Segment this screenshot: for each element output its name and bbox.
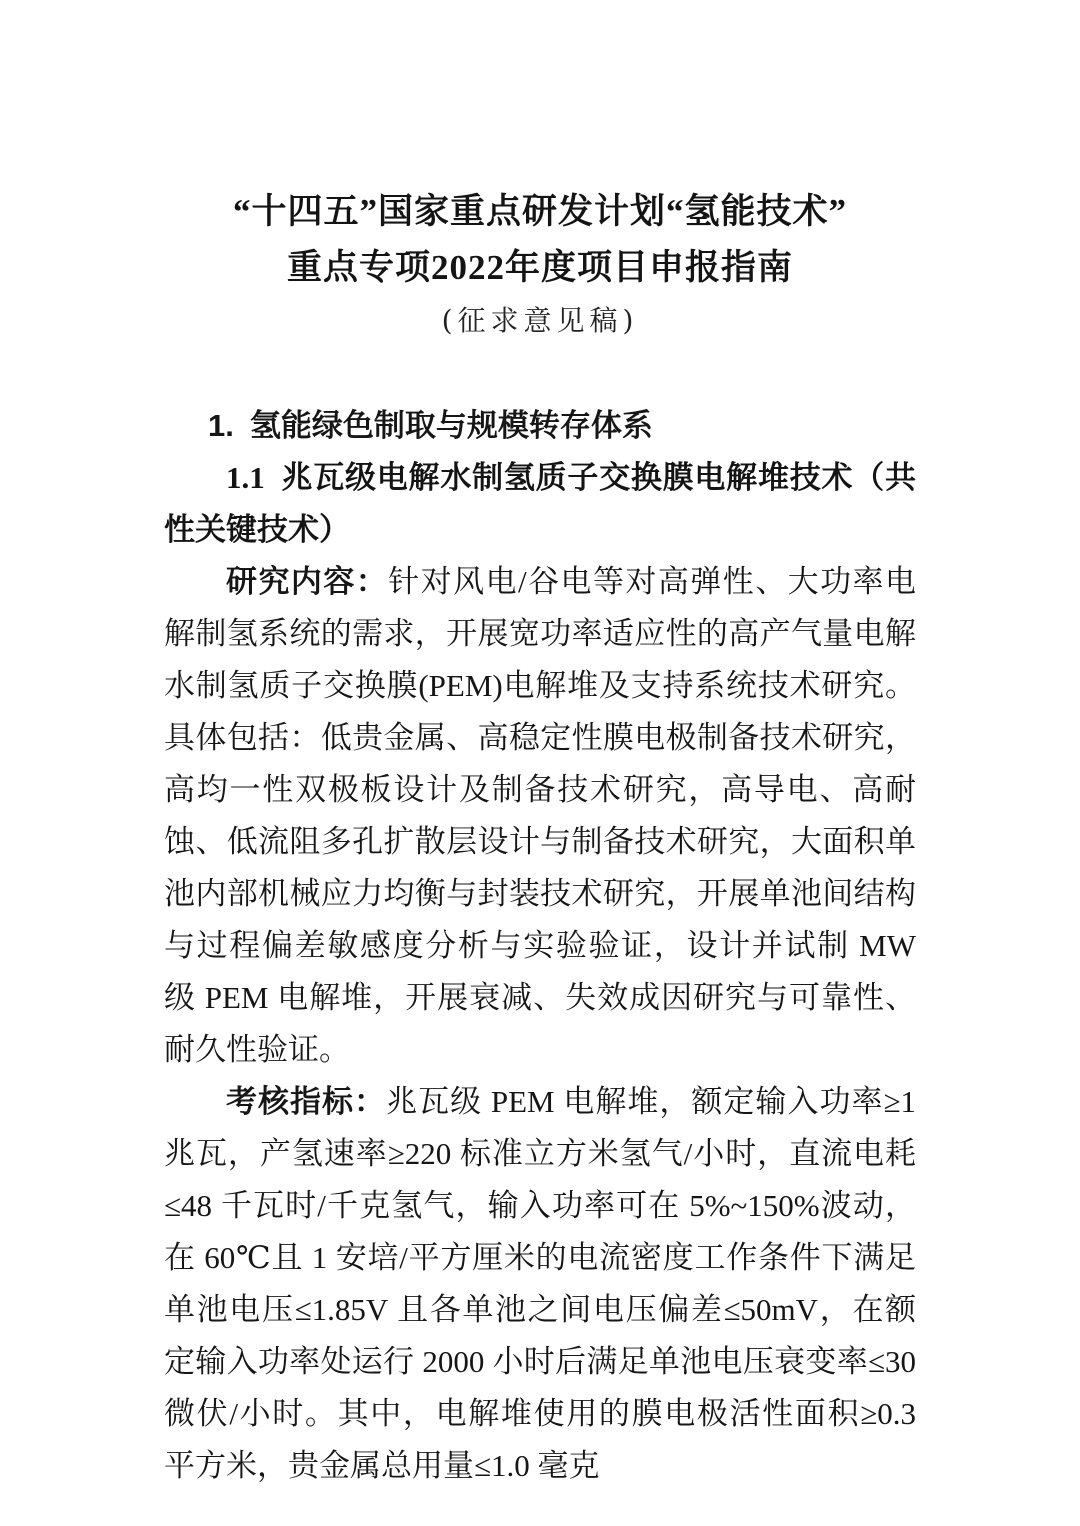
assessment-metrics-label: 考核指标： bbox=[226, 1084, 387, 1119]
research-content-label: 研究内容： bbox=[226, 564, 389, 599]
subsection-title: 兆瓦级电解水制氢质子交换膜电解堆技术（共性关键技术） bbox=[164, 460, 916, 547]
subsection-number: 1.1 bbox=[226, 460, 265, 495]
research-content-text: 针对风电/谷电等对高弹性、大功率电解制氢系统的需求，开展宽功率适应性的高产气量电解水制氢质子交换膜(PEM)电解堆及支持系统技术研究。具体包括：低贵金属、高稳定性膜电极制备技术研究，高均一性双极板设计及制备技术研究，高导电、高耐蚀、低流阻多孔扩散层设计与制备技术研究，大面积单池内部机械应力均衡与封装技术研究，开展单池间结构与过程偏差敏感度分析与实验验证，设计并试制 MW 级 PEM 电解堆，开展衰减、失效成因研究与可靠性、耐久性验证。 bbox=[164, 564, 916, 1067]
title-line-1: “十四五”国家重点研发计划“氢能技术” bbox=[232, 192, 847, 231]
title-line-2: 重点专项2022年度项目申报指南 bbox=[286, 248, 793, 287]
assessment-metrics-text: 兆瓦级 PEM 电解堆，额定输入功率≥1 兆瓦，产氢速率≥220 标准立方米氢气/小时，直流电耗≤48 千瓦时/千克氢气，输入功率可在 5%~150%波动，在 60℃且 1 安培/平方厘米的电流密度工作条件下满足单池电压≤1.85V 且各单池之间电压偏差≤50mV，在额定输入功率处运行 2000 小时后满足单池电压衰变率≤30 微伏/小时。其中，电解堆使用的膜电极活性面积≥0.3 平方米，贵金属总用量≤1.0 毫克 bbox=[164, 1084, 916, 1483]
page-content bbox=[0, 184, 1080, 1492]
section-1-1-heading bbox=[164, 452, 916, 556]
document-subtitle: (征求意见稿) bbox=[441, 304, 639, 337]
section-number: 1. bbox=[208, 408, 234, 443]
research-content-paragraph bbox=[164, 556, 916, 1076]
document-title bbox=[164, 184, 916, 296]
section-1-heading bbox=[164, 400, 916, 452]
assessment-metrics-paragraph bbox=[164, 1076, 916, 1492]
section-title: 氢能绿色制取与规模转存体系 bbox=[249, 408, 653, 443]
